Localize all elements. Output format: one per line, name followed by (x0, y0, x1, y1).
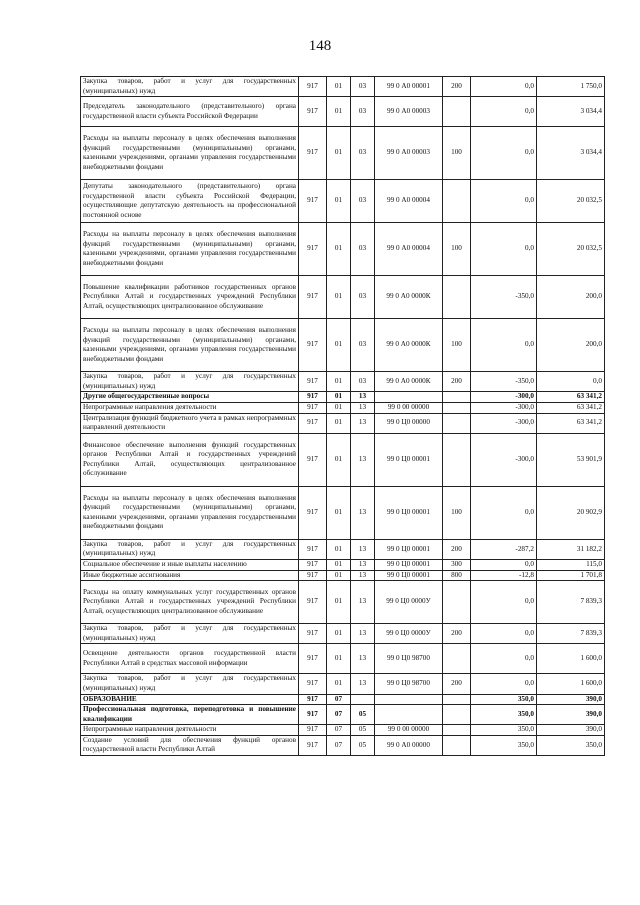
cell-total-amount: 63 341,2 (537, 392, 605, 403)
cell-total-amount: 53 901,9 (537, 433, 605, 486)
table-row (81, 624, 605, 644)
cell-total-amount: 20 902,9 (537, 486, 605, 539)
cell-subsection-code: 13 (351, 402, 375, 413)
cell-ministry-code: 917 (299, 372, 327, 392)
cell-total-amount: 1 750,0 (537, 77, 605, 97)
cell-total-amount: 63 341,2 (537, 402, 605, 413)
table-row (81, 570, 605, 581)
cell-section-code: 01 (327, 97, 351, 127)
cell-target-article: 99 0 Ц0 98700 (375, 674, 443, 694)
cell-target-article: 99 0 Ц0 00001 (375, 486, 443, 539)
cell-subsection-code: 05 (351, 725, 375, 736)
cell-section-code: 07 (327, 725, 351, 736)
cell-subsection-code: 13 (351, 674, 375, 694)
cell-name: Иные бюджетные ассигнования (81, 570, 299, 581)
cell-ministry-code: 917 (299, 559, 327, 570)
table-row (81, 705, 605, 725)
cell-target-article: 99 0 А0 00000 (375, 735, 443, 755)
cell-total-amount: 200,0 (537, 276, 605, 319)
cell-change-amount: 0,0 (471, 644, 537, 674)
cell-subsection-code: 03 (351, 319, 375, 372)
cell-ministry-code: 917 (299, 276, 327, 319)
cell-section-code: 01 (327, 276, 351, 319)
cell-target-article: 99 0 А0 0000К (375, 319, 443, 372)
cell-change-amount: 0,0 (471, 674, 537, 694)
cell-expense-type (443, 392, 471, 403)
cell-total-amount: 390,0 (537, 705, 605, 725)
cell-ministry-code: 917 (299, 725, 327, 736)
cell-target-article: 99 0 Ц0 00001 (375, 570, 443, 581)
cell-change-amount: -300,0 (471, 392, 537, 403)
cell-target-article: 99 0 А0 00003 (375, 127, 443, 180)
cell-change-amount: -287,2 (471, 539, 537, 559)
cell-expense-type (443, 725, 471, 736)
cell-name: Расходы на выплаты персоналу в целях обеспечения выполнения функций государственными (муниципальными) органами, казенными учреждениями, органами управления государственными внебюджетными фондами (81, 486, 299, 539)
table-row (81, 581, 605, 624)
cell-name: Другие общегосударственные вопросы (81, 392, 299, 403)
cell-change-amount: 0,0 (471, 559, 537, 570)
cell-name: Закупка товаров, работ и услуг для государственных (муниципальных) нужд (81, 539, 299, 559)
cell-subsection-code: 03 (351, 180, 375, 223)
cell-target-article: 99 0 Ц0 00001 (375, 559, 443, 570)
cell-subsection-code: 13 (351, 581, 375, 624)
cell-change-amount: 0,0 (471, 581, 537, 624)
cell-section-code: 01 (327, 644, 351, 674)
table-row (81, 97, 605, 127)
table-row (81, 180, 605, 223)
cell-section-code: 01 (327, 402, 351, 413)
cell-name: Повышение квалификации работников государственных органов Республики Алтай и государственных учреждений Республики Алтай, осуществляющих централизованное обслуживание (81, 276, 299, 319)
table-row (81, 402, 605, 413)
cell-change-amount: 350,0 (471, 735, 537, 755)
cell-change-amount: 350,0 (471, 725, 537, 736)
cell-ministry-code: 917 (299, 644, 327, 674)
cell-target-article: 99 0 А0 00001 (375, 77, 443, 97)
cell-total-amount: 1 600,0 (537, 674, 605, 694)
cell-change-amount: -350,0 (471, 372, 537, 392)
cell-ministry-code: 917 (299, 539, 327, 559)
cell-total-amount: 3 034,4 (537, 127, 605, 180)
table-row (81, 735, 605, 755)
cell-section-code: 01 (327, 674, 351, 694)
cell-subsection-code: 05 (351, 735, 375, 755)
cell-target-article: 99 0 А0 0000К (375, 276, 443, 319)
table-row (81, 559, 605, 570)
cell-expense-type: 800 (443, 570, 471, 581)
cell-ministry-code: 917 (299, 674, 327, 694)
cell-change-amount: 0,0 (471, 223, 537, 276)
table-row (81, 372, 605, 392)
cell-target-article (375, 392, 443, 403)
cell-total-amount: 115,0 (537, 559, 605, 570)
cell-expense-type (443, 644, 471, 674)
cell-expense-type (443, 735, 471, 755)
cell-total-amount: 390,0 (537, 725, 605, 736)
cell-ministry-code: 917 (299, 97, 327, 127)
cell-expense-type: 200 (443, 372, 471, 392)
cell-section-code: 01 (327, 392, 351, 403)
cell-target-article (375, 694, 443, 705)
cell-change-amount: 0,0 (471, 77, 537, 97)
cell-subsection-code: 03 (351, 223, 375, 276)
cell-change-amount: -300,0 (471, 433, 537, 486)
table-row (81, 674, 605, 694)
table-row (81, 413, 605, 433)
cell-name: Непрограммные направления деятельности (81, 725, 299, 736)
cell-target-article: 99 0 Ц0 00001 (375, 433, 443, 486)
cell-ministry-code: 917 (299, 624, 327, 644)
cell-section-code: 01 (327, 559, 351, 570)
table-row (81, 486, 605, 539)
cell-name: Централизация функций бюджетного учета в рамках непрограммных направлений деятельности (81, 413, 299, 433)
cell-total-amount: 350,0 (537, 735, 605, 755)
table-row (81, 433, 605, 486)
cell-expense-type: 200 (443, 674, 471, 694)
cell-expense-type: 300 (443, 559, 471, 570)
cell-target-article: 99 0 Ц0 0000У (375, 624, 443, 644)
table-row (81, 392, 605, 403)
cell-name: Профессиональная подготовка, переподготовка и повышение квалификации (81, 705, 299, 725)
cell-subsection-code: 13 (351, 570, 375, 581)
cell-name: Расходы на оплату коммунальных услуг государственных органов Республики Алтай и государственных учреждений Республики Алтай, осуществляющих централизованное обслуживание (81, 581, 299, 624)
cell-expense-type: 200 (443, 624, 471, 644)
cell-ministry-code: 917 (299, 392, 327, 403)
cell-target-article: 99 0 А0 00004 (375, 223, 443, 276)
cell-section-code: 01 (327, 486, 351, 539)
page-number: 148 (308, 38, 332, 54)
table-row (81, 725, 605, 736)
cell-total-amount: 390,0 (537, 694, 605, 705)
cell-subsection-code: 03 (351, 276, 375, 319)
cell-total-amount: 3 034,4 (537, 97, 605, 127)
cell-ministry-code: 917 (299, 694, 327, 705)
cell-section-code: 01 (327, 570, 351, 581)
cell-expense-type: 100 (443, 127, 471, 180)
cell-subsection-code: 03 (351, 77, 375, 97)
cell-change-amount: 0,0 (471, 319, 537, 372)
cell-target-article: 99 0 Ц0 98700 (375, 644, 443, 674)
cell-subsection-code: 05 (351, 705, 375, 725)
cell-name: Расходы на выплаты персоналу в целях обеспечения выполнения функций государственными (муниципальными) органами, казенными учреждениями, органами управления государственными внебюджетными фондами (81, 319, 299, 372)
cell-target-article: 99 0 А0 00004 (375, 180, 443, 223)
cell-expense-type (443, 402, 471, 413)
cell-total-amount: 20 032,5 (537, 223, 605, 276)
cell-section-code: 01 (327, 180, 351, 223)
cell-change-amount: 350,0 (471, 705, 537, 725)
cell-target-article: 99 0 Ц0 00000 (375, 413, 443, 433)
cell-section-code: 01 (327, 77, 351, 97)
cell-name: Депутаты законодательного (представительного) органа государственной власти субъекта Российской Федерации, осуществляющие депутатскую деятельность на профессиональной постоянной основе (81, 180, 299, 223)
cell-ministry-code: 917 (299, 127, 327, 180)
cell-section-code: 01 (327, 127, 351, 180)
cell-section-code: 01 (327, 539, 351, 559)
cell-change-amount: -300,0 (471, 413, 537, 433)
cell-section-code: 01 (327, 581, 351, 624)
cell-expense-type: 200 (443, 539, 471, 559)
table-row (81, 223, 605, 276)
cell-expense-type: 100 (443, 319, 471, 372)
cell-expense-type (443, 694, 471, 705)
cell-name: Освещение деятельности органов государственной власти Республики Алтай в средствах массовой информации (81, 644, 299, 674)
cell-target-article: 99 0 00 00000 (375, 725, 443, 736)
cell-total-amount: 7 839,3 (537, 624, 605, 644)
cell-ministry-code: 917 (299, 486, 327, 539)
cell-total-amount: 1 600,0 (537, 644, 605, 674)
cell-change-amount: 0,0 (471, 624, 537, 644)
cell-total-amount: 1 701,8 (537, 570, 605, 581)
cell-change-amount: -350,0 (471, 276, 537, 319)
cell-name: Расходы на выплаты персоналу в целях обеспечения выполнения функций государственными (муниципальными) органами, казенными учреждениями, органами управления государственными внебюджетными фондами (81, 223, 299, 276)
cell-name: Закупка товаров, работ и услуг для государственных (муниципальных) нужд (81, 624, 299, 644)
cell-change-amount: 0,0 (471, 97, 537, 127)
cell-total-amount: 200,0 (537, 319, 605, 372)
cell-change-amount: 0,0 (471, 180, 537, 223)
cell-name: Расходы на выплаты персоналу в целях обеспечения выполнения функций государственными (муниципальными) органами, казенными учреждениями, органами управления государственными внебюджетными фондами (81, 127, 299, 180)
cell-total-amount: 7 839,3 (537, 581, 605, 624)
cell-ministry-code: 917 (299, 77, 327, 97)
cell-target-article: 99 0 Ц0 00001 (375, 539, 443, 559)
cell-target-article: 99 0 00 00000 (375, 402, 443, 413)
cell-expense-type: 200 (443, 77, 471, 97)
cell-section-code: 01 (327, 624, 351, 644)
cell-ministry-code: 917 (299, 223, 327, 276)
cell-change-amount: 350,0 (471, 694, 537, 705)
cell-section-code: 01 (327, 372, 351, 392)
cell-section-code: 07 (327, 705, 351, 725)
cell-target-article (375, 705, 443, 725)
table-row (81, 276, 605, 319)
cell-expense-type: 100 (443, 486, 471, 539)
cell-subsection-code: 13 (351, 486, 375, 539)
table-row (81, 127, 605, 180)
cell-section-code: 01 (327, 319, 351, 372)
cell-name: Создание условий для обеспечения функций органов государственной власти Республики Алтай (81, 735, 299, 755)
cell-name: ОБРАЗОВАНИЕ (81, 694, 299, 705)
cell-total-amount: 0,0 (537, 372, 605, 392)
cell-ministry-code: 917 (299, 433, 327, 486)
cell-target-article: 99 0 А0 00003 (375, 97, 443, 127)
table-row (81, 539, 605, 559)
cell-change-amount: -12,8 (471, 570, 537, 581)
cell-subsection-code: 13 (351, 413, 375, 433)
cell-ministry-code: 917 (299, 402, 327, 413)
cell-ministry-code: 917 (299, 570, 327, 581)
table-row (81, 694, 605, 705)
cell-expense-type (443, 413, 471, 433)
cell-expense-type (443, 581, 471, 624)
cell-section-code: 01 (327, 223, 351, 276)
cell-name: Непрограммные направления деятельности (81, 402, 299, 413)
cell-section-code: 07 (327, 694, 351, 705)
cell-change-amount: -300,0 (471, 402, 537, 413)
cell-name: Социальное обеспечение и иные выплаты населению (81, 559, 299, 570)
cell-expense-type: 100 (443, 223, 471, 276)
cell-section-code: 07 (327, 735, 351, 755)
cell-name: Закупка товаров, работ и услуг для государственных (муниципальных) нужд (81, 77, 299, 97)
cell-name: Закупка товаров, работ и услуг для государственных (муниципальных) нужд (81, 372, 299, 392)
cell-subsection-code: 13 (351, 644, 375, 674)
budget-table (80, 76, 605, 756)
cell-subsection-code: 13 (351, 559, 375, 570)
cell-section-code: 01 (327, 433, 351, 486)
cell-total-amount: 31 182,2 (537, 539, 605, 559)
cell-subsection-code: 03 (351, 97, 375, 127)
cell-name: Закупка товаров, работ и услуг для государственных (муниципальных) нужд (81, 674, 299, 694)
cell-expense-type (443, 433, 471, 486)
cell-subsection-code: 13 (351, 392, 375, 403)
cell-change-amount: 0,0 (471, 127, 537, 180)
cell-subsection-code: 13 (351, 433, 375, 486)
cell-total-amount: 20 032,5 (537, 180, 605, 223)
table-row (81, 77, 605, 97)
cell-section-code: 01 (327, 413, 351, 433)
cell-ministry-code: 917 (299, 735, 327, 755)
cell-expense-type (443, 705, 471, 725)
cell-expense-type (443, 97, 471, 127)
cell-name: Председатель законодательного (представительного) органа государственной власти субъекта Российской Федерации (81, 97, 299, 127)
cell-ministry-code: 917 (299, 413, 327, 433)
cell-ministry-code: 917 (299, 705, 327, 725)
cell-ministry-code: 917 (299, 319, 327, 372)
cell-change-amount: 0,0 (471, 486, 537, 539)
cell-target-article: 99 0 А0 0000К (375, 372, 443, 392)
cell-target-article: 99 0 Ц0 0000У (375, 581, 443, 624)
cell-subsection-code: 13 (351, 624, 375, 644)
cell-expense-type (443, 276, 471, 319)
table-row (81, 644, 605, 674)
cell-name: Финансовое обеспечение выполнения функций государственных органов Республики Алтай и государственных учреждений Республики Алтай, осуществляющих централизованное обслуживание (81, 433, 299, 486)
cell-ministry-code: 917 (299, 581, 327, 624)
cell-subsection-code (351, 694, 375, 705)
cell-ministry-code: 917 (299, 180, 327, 223)
cell-expense-type (443, 180, 471, 223)
cell-total-amount: 63 341,2 (537, 413, 605, 433)
cell-subsection-code: 03 (351, 372, 375, 392)
cell-subsection-code: 03 (351, 127, 375, 180)
cell-subsection-code: 13 (351, 539, 375, 559)
table-row (81, 319, 605, 372)
